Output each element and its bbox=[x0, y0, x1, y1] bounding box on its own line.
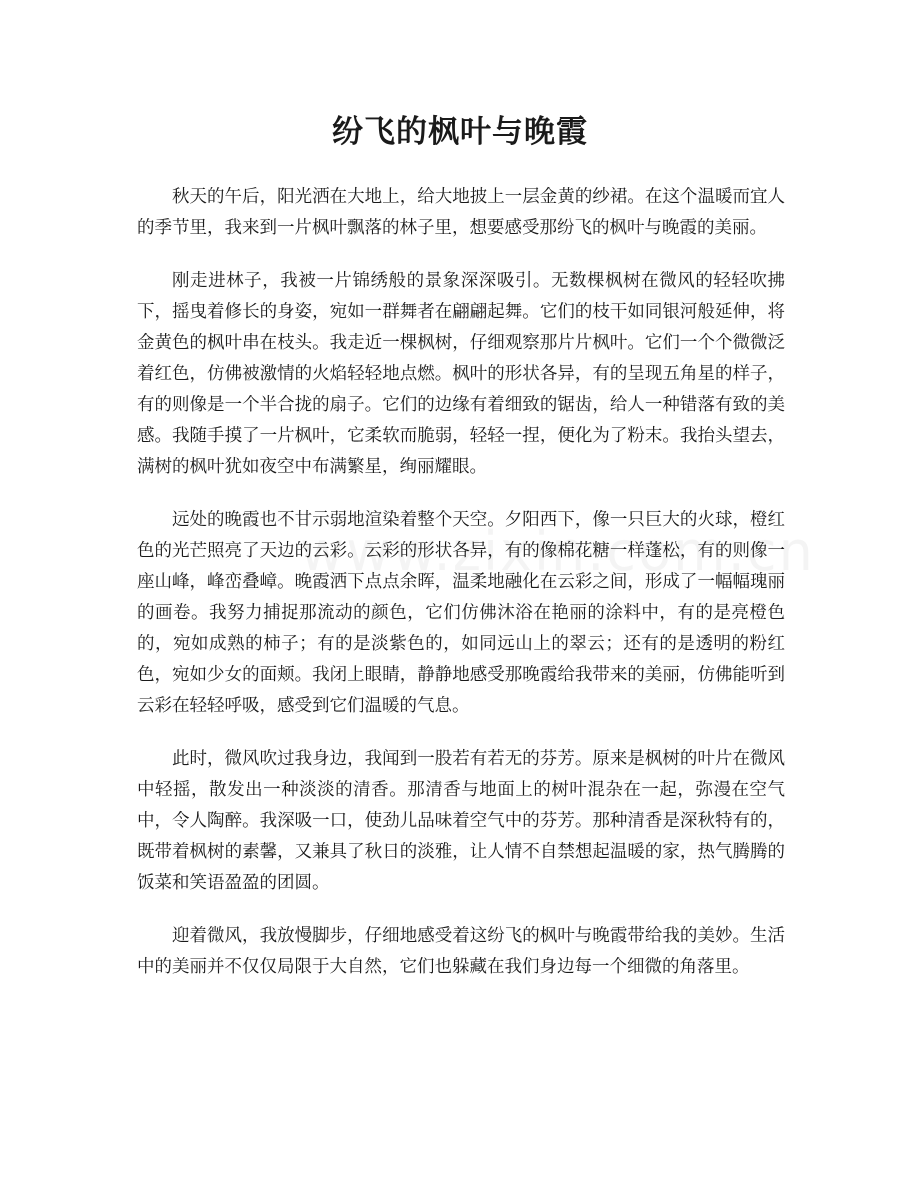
document-body bbox=[137, 182, 785, 1005]
paragraph-4: 此时，微风吹过我身边，我闻到一股若有若无的芬芳。原来是枫树的叶片在微风中轻摇，散发出一种淡淡的清香。那清香与地面上的树叶混杂在一起，弥漫在空气中，令人陶醉。我深吸一口，使劲儿品味着空气中的芬芳。那种清香是深秋特有的，既带着枫树的素馨，又兼具了秋日的淡雅，让人情不自禁想起温暖的家，热气腾腾的饭菜和笑语盈盈的团圆。 bbox=[137, 749, 785, 893]
paragraph-2: 刚走进林子，我被一片锦绣般的景象深深吸引。无数棵枫树在微风的轻轻吹拂下，摇曳着修长的身姿，宛如一群舞者在翩翩起舞。它们的枝干如同银河般延伸，将金黄色的枫叶串在枝头。我走近一棵枫树，仔细观察那片片枫叶。它们一个个微微泛着红色，仿佛被激情的火焰轻轻地点燃。枫叶的形状各异，有的呈现五角星的样子，有的则像是一个半合拢的扇子。它们的边缘有着细致的锯齿，给人一种错落有致的美感。我随手摸了一片枫叶，它柔软而脆弱，轻轻一捏，便化为了粉末。我抬头望去，满树的枫叶犹如夜空中布满繁星，绚丽耀眼。 bbox=[137, 271, 785, 477]
paragraph-1: 秋天的午后，阳光洒在大地上，给大地披上一层金黄的纱裙。在这个温暖而宜人的季节里，我来到一片枫叶飘落的林子里，想要感受那纷飞的枫叶与晚霞的美丽。 bbox=[137, 187, 785, 238]
paragraph-5: 迎着微风，我放慢脚步，仔细地感受着这纷飞的枫叶与晚霞带给我的美妙。生活中的美丽并不仅仅局限于大自然，它们也躲藏在我们身边每一个细微的角落里。 bbox=[137, 926, 785, 977]
document-title: 纷飞的枫叶与晚霞 bbox=[332, 114, 588, 150]
paragraph-3: 远处的晚霞也不甘示弱地渲染着整个天空。夕阳西下，像一只巨大的火球，橙红色的光芒照亮了天边的云彩。云彩的形状各异，有的像棉花糖一样蓬松，有的则像一座山峰，峰峦叠嶂。晚霞洒下点点余晖，温柔地融化在云彩之间，形成了一幅幅瑰丽的画卷。我努力捕捉那流动的颜色，它们仿佛沐浴在艳丽的涂料中，有的是亮橙色的，宛如成熟的柿子；有的是淡紫色的，如同远山上的翠云；还有的是透明的粉红色，宛如少女的面颊。我闭上眼睛，静静地感受那晚霞给我带来的美丽，仿佛能听到云彩在轻轻呼吸，感受到它们温暖的气息。 bbox=[137, 510, 785, 716]
